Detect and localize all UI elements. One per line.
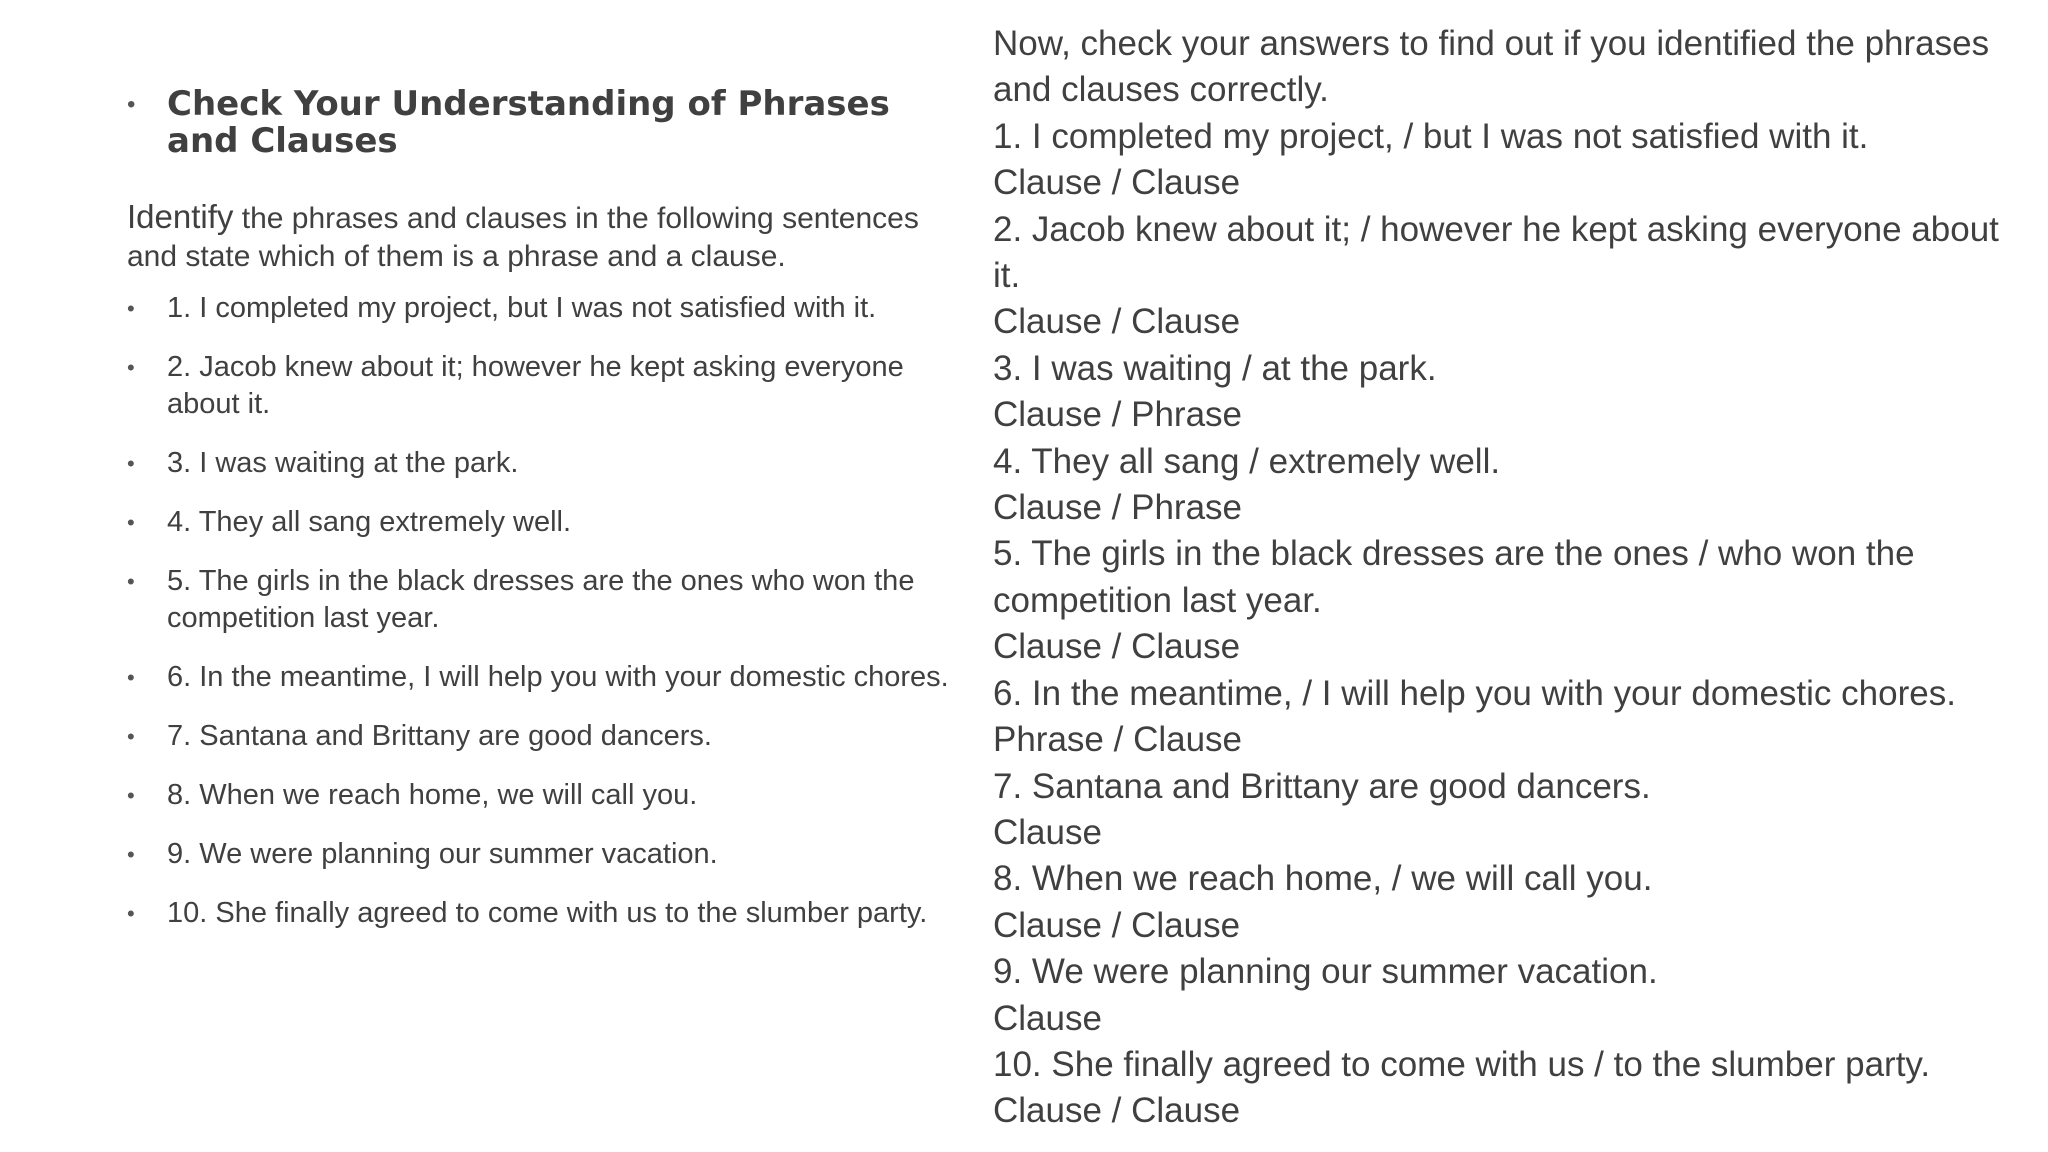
question-item xyxy=(127,349,967,423)
question-item xyxy=(127,290,967,327)
question-text: 3. I was waiting at the park. xyxy=(167,447,519,479)
heading-row xyxy=(127,86,967,160)
question-item xyxy=(127,659,967,696)
answer-label: Clause / Phrase xyxy=(993,395,1243,435)
question-item xyxy=(127,445,967,482)
answer-sentence: 10. She finally agreed to come with us / to the slumber party. xyxy=(993,1044,1931,1084)
bullet-icon: • xyxy=(127,842,135,867)
answer-label: Clause / Clause xyxy=(993,163,1241,203)
bullet-icon: • xyxy=(127,665,135,690)
bullet-icon: • xyxy=(127,724,135,749)
question-text: 2. Jacob knew about it; however he kept asking everyone about it. xyxy=(167,351,904,420)
bullet-icon: • xyxy=(127,510,135,535)
answer-label: Clause / Clause xyxy=(993,302,1241,342)
bullet-icon: • xyxy=(127,355,135,380)
question-item xyxy=(127,836,967,873)
answer-sentence: 8. When we reach home, / we will call you. xyxy=(993,859,1653,899)
answer-sentence: 6. In the meantime, / I will help you with your domestic chores. xyxy=(993,673,1956,713)
question-item xyxy=(127,718,967,755)
bullet-icon: • xyxy=(127,91,136,118)
answers-panel xyxy=(993,21,2028,1135)
answers-intro: Now, check your answers to find out if you identified the phrases and clauses correctly. xyxy=(993,24,1990,110)
answer-sentence: 3. I was waiting / at the park. xyxy=(993,348,1437,388)
instruction-text xyxy=(127,198,967,276)
answer-sentence: 7. Santana and Brittany are good dancers. xyxy=(993,766,1651,806)
question-text: 7. Santana and Brittany are good dancers. xyxy=(167,720,712,752)
answer-sentence: 5. The girls in the black dresses are the ones / who won the competition last year. xyxy=(993,534,1915,620)
question-item xyxy=(127,895,967,932)
slide-heading: Check Your Understanding of Phrases and Clauses xyxy=(167,84,890,161)
answer-label: Clause / Clause xyxy=(993,1091,1241,1131)
question-item xyxy=(127,504,967,541)
question-text: 1. I completed my project, but I was not satisfied with it. xyxy=(167,292,877,324)
answer-label: Clause / Clause xyxy=(993,905,1241,945)
answer-sentence: 1. I completed my project, / but I was not satisfied with it. xyxy=(993,116,1869,156)
answer-label: Clause xyxy=(993,812,1102,852)
answer-label: Phrase / Clause xyxy=(993,720,1243,760)
answer-label: Clause / Clause xyxy=(993,627,1241,667)
instruction-lead: Identify xyxy=(127,198,234,235)
answer-sentence: 2. Jacob knew about it; / however he kept asking everyone about it. xyxy=(993,209,1999,296)
bullet-icon: • xyxy=(127,451,135,476)
answer-label: Clause xyxy=(993,998,1102,1038)
question-text: 9. We were planning our summer vacation. xyxy=(167,838,718,870)
instruction-rest: the phrases and clauses in the following sentences and state which of them is a phrase and a clause. xyxy=(127,202,919,273)
answer-sentence: 4. They all sang / extremely well. xyxy=(993,441,1501,481)
question-text: 4. They all sang extremely well. xyxy=(167,506,572,538)
bullet-icon: • xyxy=(127,569,135,594)
answer-label: Clause / Phrase xyxy=(993,488,1243,528)
question-item xyxy=(127,563,967,637)
question-text: 10. She finally agreed to come with us to the slumber party. xyxy=(167,897,928,929)
question-text: 6. In the meantime, I will help you with your domestic chores. xyxy=(167,661,949,693)
bullet-icon: • xyxy=(127,296,135,321)
question-list xyxy=(127,290,967,932)
questions-panel xyxy=(127,86,967,954)
question-text: 5. The girls in the black dresses are the ones who won the competition last year. xyxy=(167,565,915,634)
answer-sentence: 9. We were planning our summer vacation. xyxy=(993,952,1658,992)
bullet-icon: • xyxy=(127,783,135,808)
bullet-icon: • xyxy=(127,901,135,926)
question-text: 8. When we reach home, we will call you. xyxy=(167,779,698,811)
question-item xyxy=(127,777,967,814)
